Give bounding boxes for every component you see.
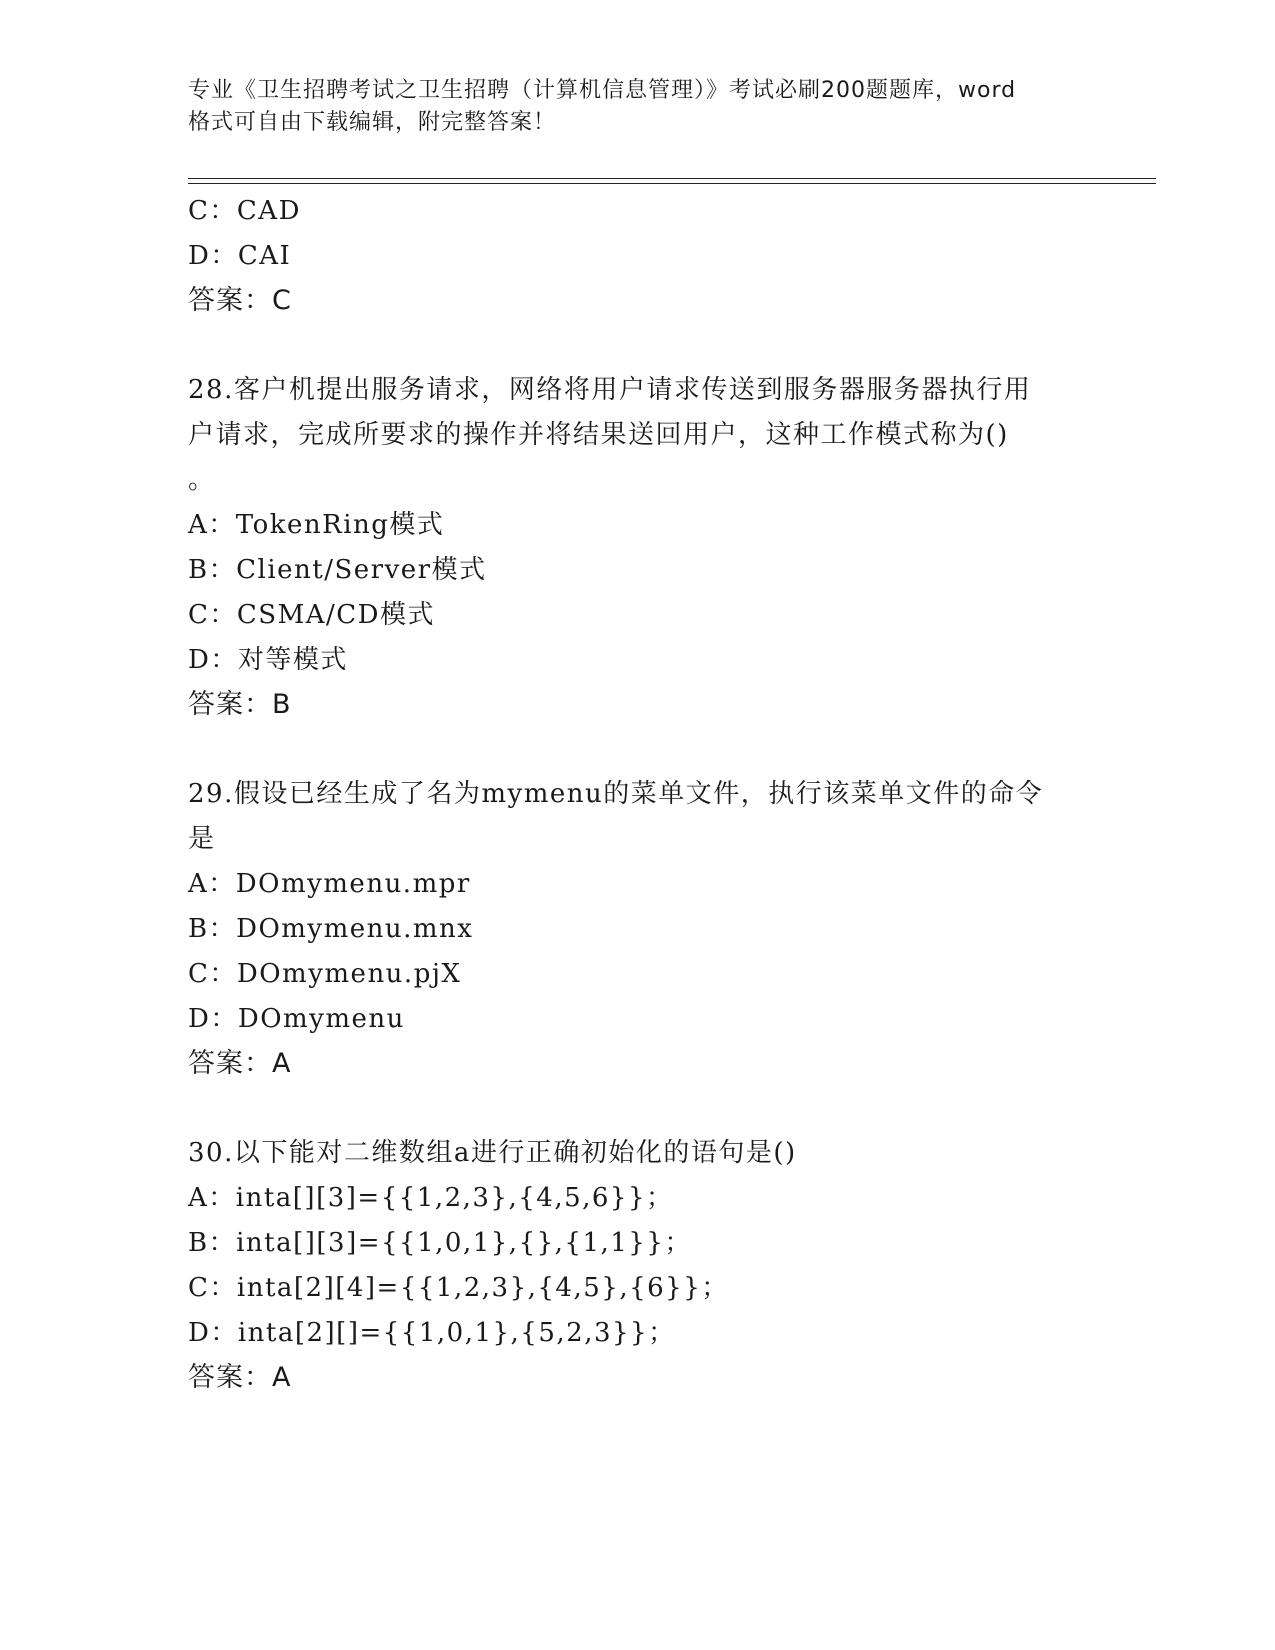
question-30-option-a: A：inta[][3]={{1,2,3},{4,5,6}}； xyxy=(188,1183,674,1213)
answer: 答案：C xyxy=(188,285,292,316)
question-28-option-a: A：TokenRing模式 xyxy=(188,510,445,540)
question-28-stem-line-2: 户请求，完成所要求的操作并将结果送回用户，这种工作模式称为() xyxy=(188,420,1009,450)
question-28-option-b: B：Client/Server模式 xyxy=(188,555,487,585)
question-29-option-c: C：DOmymenu.pjX xyxy=(188,959,462,989)
question-29-stem-line-1: 29.假设已经生成了名为mymenu的菜单文件，执行该菜单文件的命令 xyxy=(188,779,1044,809)
option-d: D：CAI xyxy=(188,241,292,271)
question-30-answer: 答案：A xyxy=(188,1362,292,1393)
question-29-option-d: D：DOmymenu xyxy=(188,1004,405,1034)
question-28-stem-line-3: 。 xyxy=(188,465,216,495)
question-28-option-d: D：对等模式 xyxy=(188,645,348,675)
question-28-option-c: C：CSMA/CD模式 xyxy=(188,600,435,630)
header-rule-top xyxy=(188,178,1156,179)
header-line-2: 格式可自由下载编辑，附完整答案！ xyxy=(188,110,557,135)
header-line-1: 专业《卫生招聘考试之卫生招聘（计算机信息管理）》考试必刷200题题库，word xyxy=(188,78,1017,103)
question-29-option-b: B：DOmymenu.mnx xyxy=(188,914,474,944)
question-30-option-d: D：inta[2][]={{1,0,1},{5,2,3}}； xyxy=(188,1318,676,1348)
question-29-answer: 答案：A xyxy=(188,1048,292,1079)
question-28-answer: 答案：B xyxy=(188,689,292,720)
question-28-stem-line-1: 28.客户机提出服务请求，网络将用户请求传送到服务器服务器执行用 xyxy=(188,375,1032,405)
header-rule-bottom xyxy=(188,183,1156,184)
question-29-option-a: A：DOmymenu.mpr xyxy=(188,869,471,899)
document-header xyxy=(188,75,1088,139)
question-30-option-b: B：inta[][3]={{1,0,1},{},{1,1}}； xyxy=(188,1228,692,1258)
question-30-stem-line-1: 30.以下能对二维数组a进行正确初始化的语句是() xyxy=(188,1138,797,1168)
option-c: C：CAD xyxy=(188,196,301,226)
question-29-stem-line-2: 是 xyxy=(188,824,216,854)
question-30-option-c: C：inta[2][4]={{1,2,3},{4,5},{6}}； xyxy=(188,1273,729,1303)
